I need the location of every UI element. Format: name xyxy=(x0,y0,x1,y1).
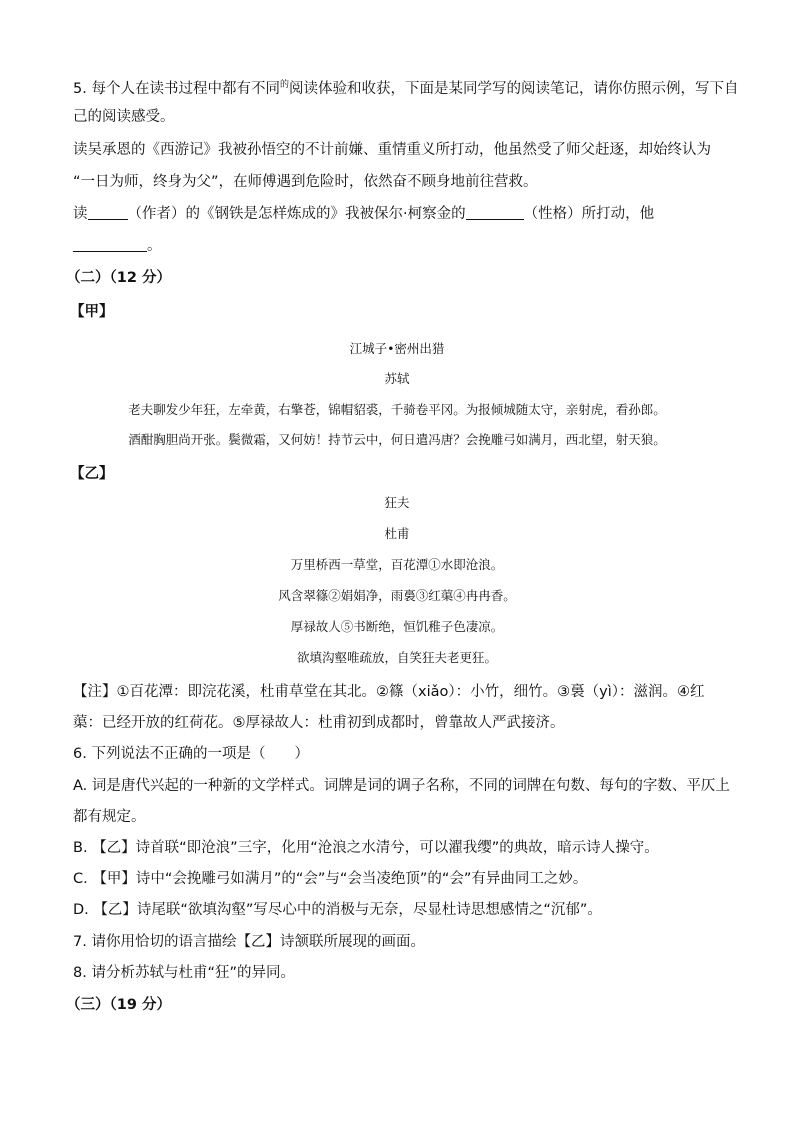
poem2-note-marker-3: ③ xyxy=(415,588,429,603)
poem2-line1 xyxy=(0,556,794,574)
poem2-line2-d: 冉冉香。 xyxy=(465,588,516,603)
poem2-line3-a: 厚禄故人 xyxy=(290,619,341,634)
q5-answer-line2 xyxy=(73,236,162,256)
section3-heading: （三）（19 分） xyxy=(66,997,171,1013)
q5-answer-prefix: 读 xyxy=(73,206,88,222)
poem2-line2-c: 红蕖 xyxy=(428,588,454,603)
q6-option-c[interactable]: C. 【甲】诗中“会挽雕弓如满月”的“会”与“会当凌绝顶”的“会”有异曲同工之妙。 xyxy=(73,871,588,887)
q5-answer-middle: （作者）的《钢铁是怎样炼成的》我被保尔·柯察金的 xyxy=(127,206,466,222)
section2-heading: （二）（12 分） xyxy=(66,270,171,286)
poem2-line3 xyxy=(0,618,794,636)
q5-line1-superscript: 的 xyxy=(279,80,289,90)
author-blank[interactable] xyxy=(88,205,128,220)
poem2-line2-b: 娟娟净，雨裛 xyxy=(340,588,416,603)
q6-option-a-line1[interactable]: A. 词是唐代兴起的一种新的文学样式。词牌是词的调子名称，不同的词牌在句数、每句的字数、平仄上 xyxy=(73,778,730,794)
poem2-line1-b: 水即沧浪。 xyxy=(440,557,504,572)
poem2-note-marker-4: ④ xyxy=(453,588,466,603)
poem1-author: 苏轼 xyxy=(384,371,410,386)
q7: 7. 请你用恰切的语言描绘【乙】诗颔联所展现的画面。 xyxy=(73,934,425,950)
notes-line1: 【注】①百花潭：即浣花溪，杜甫草堂在其北。②篠（xiǎo）：小竹，细竹。③裛（yì）：滋润。④红 xyxy=(73,684,705,700)
poem2-line2 xyxy=(0,587,794,605)
yi-label: 【乙】 xyxy=(70,466,114,482)
poem2-line3-b: 书断绝，恒饥稚子色凄凉。 xyxy=(353,619,504,634)
poem2-line4: 欲填沟壑唯疏放，自笑狂夫老更狂。 xyxy=(296,650,497,665)
q6-option-b[interactable]: B. 【乙】诗首联“即沧浪”三字，化用“沧浪之水清兮，可以濯我缨”的典故，暗示诗人操守。 xyxy=(73,840,659,856)
q5-answer-line1 xyxy=(73,204,654,224)
q5-line1-text-b: 阅读体验和收获，下面是某同学写的阅读笔记，请你仿照示例，写下自 xyxy=(288,81,739,97)
poem1-title: 江城子•密州出猎 xyxy=(349,341,445,356)
q8: 8. 请分析苏轼与杜甫“狂”的异同。 xyxy=(73,965,295,981)
q5-example-line1: 读吴承恩的《西游记》我被孙悟空的不计前嫌、重情重义所打动，他虽然受了师父赶逐，却始终认为 xyxy=(73,142,711,158)
poem2-note-marker-1: ① xyxy=(428,557,441,572)
notes-line2: 蕖：已经开放的红荷花。⑤厚禄故人：杜甫初到成都时，曾靠故人严武接济。 xyxy=(73,715,565,731)
q6-option-a-line2: 都有规定。 xyxy=(73,809,146,825)
q5-line1-text-a: 5. 每个人在读书过程中都有不同 xyxy=(73,81,280,97)
poem1-line1: 老夫聊发少年狂，左牵黄，右擎苍，锦帽貂裘，千骑卷平冈。为报倾城随太守，亲射虎，看孙郎。 xyxy=(128,402,666,417)
poem2-note-marker-5: ⑤ xyxy=(340,619,354,634)
q5-example-line2: “一日为师，终身为父”，在师傅遇到危险时，依然奋不顾身地前往营救。 xyxy=(73,174,538,190)
jia-label: 【甲】 xyxy=(70,304,114,320)
character-blank[interactable] xyxy=(466,205,524,220)
q5-answer-suffix: （性格）所打动，他 xyxy=(523,206,655,222)
poem2-title: 狂夫 xyxy=(384,495,410,510)
q6-stem: 6. 下列说法不正确的一项是（ ） xyxy=(73,746,309,762)
q5-line1 xyxy=(73,75,738,99)
poem2-line2-a: 风含翠篠 xyxy=(278,588,329,603)
poem2-author: 杜甫 xyxy=(384,526,410,541)
feeling-blank[interactable] xyxy=(73,237,147,252)
q5-answer-end: 。 xyxy=(147,238,162,254)
poem1-line2: 酒酣胸胆尚开张。鬓微霜，又何妨！持节云中，何日遣冯唐？会挽雕弓如满月，西北望，射天狼。 xyxy=(128,432,666,447)
poem2-note-marker-2: ② xyxy=(328,588,341,603)
q6-option-d[interactable]: D. 【乙】诗尾联“欲填沟壑”写尽心中的消极与无奈，尽显杜诗思想感情之“沉郁”。 xyxy=(73,902,602,918)
q5-line2: 己的阅读感受。 xyxy=(73,109,175,125)
poem2-line1-a: 万里桥西一草堂，百花潭 xyxy=(290,557,429,572)
